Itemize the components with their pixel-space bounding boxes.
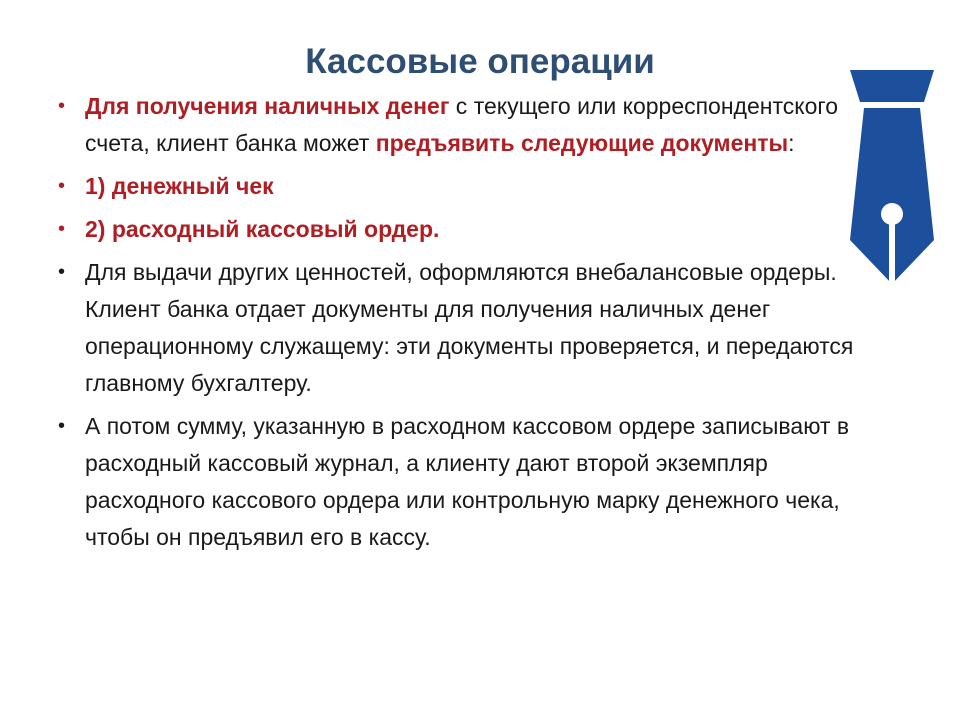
tie-pen-nib-icon bbox=[848, 68, 936, 288]
bullet-list bbox=[58, 88, 873, 698]
page-title: Кассовые операции bbox=[305, 42, 655, 81]
list-item bbox=[58, 408, 873, 556]
highlight-text: Для получения наличных денег bbox=[85, 93, 450, 119]
list-item bbox=[58, 211, 873, 248]
body-text: Для выдачи других ценностей, оформляются внебалансовые ордеры. Клиент банка отдает документы для получения наличных денег операционному служащему: эти документы проверяется, и передаются главному бухгалтеру. bbox=[85, 259, 854, 396]
bullet-icon: • bbox=[58, 175, 66, 197]
body-text: с текущего или корреспондентского счета, клиент банка может bbox=[85, 93, 839, 156]
bullet-icon: • bbox=[58, 95, 66, 117]
list-item bbox=[58, 168, 873, 205]
list-item bbox=[58, 88, 873, 162]
highlight-text: 1) денежный чек bbox=[85, 173, 274, 199]
bullet-icon: • bbox=[58, 415, 66, 437]
body-text: А потом сумму, указанную в расходном кассовом ордере записывают в расходный кассовый журнал, а клиенту дают второй экземпляр расходного кассового ордера или контрольную марку денежного чека, чтобы он предъявил его в кассу. bbox=[85, 413, 850, 550]
tie-knot bbox=[850, 70, 934, 102]
nib-hole bbox=[881, 203, 903, 225]
bullet-icon: • bbox=[58, 218, 66, 240]
body-text: : bbox=[788, 130, 795, 156]
nib-slit bbox=[889, 218, 895, 284]
bullet-icon: • bbox=[58, 261, 66, 283]
highlight-text: 2) расходный кассовый ордер. bbox=[85, 216, 440, 242]
list-item bbox=[58, 254, 873, 402]
highlight-text: предъявить следующие документы bbox=[375, 130, 789, 156]
